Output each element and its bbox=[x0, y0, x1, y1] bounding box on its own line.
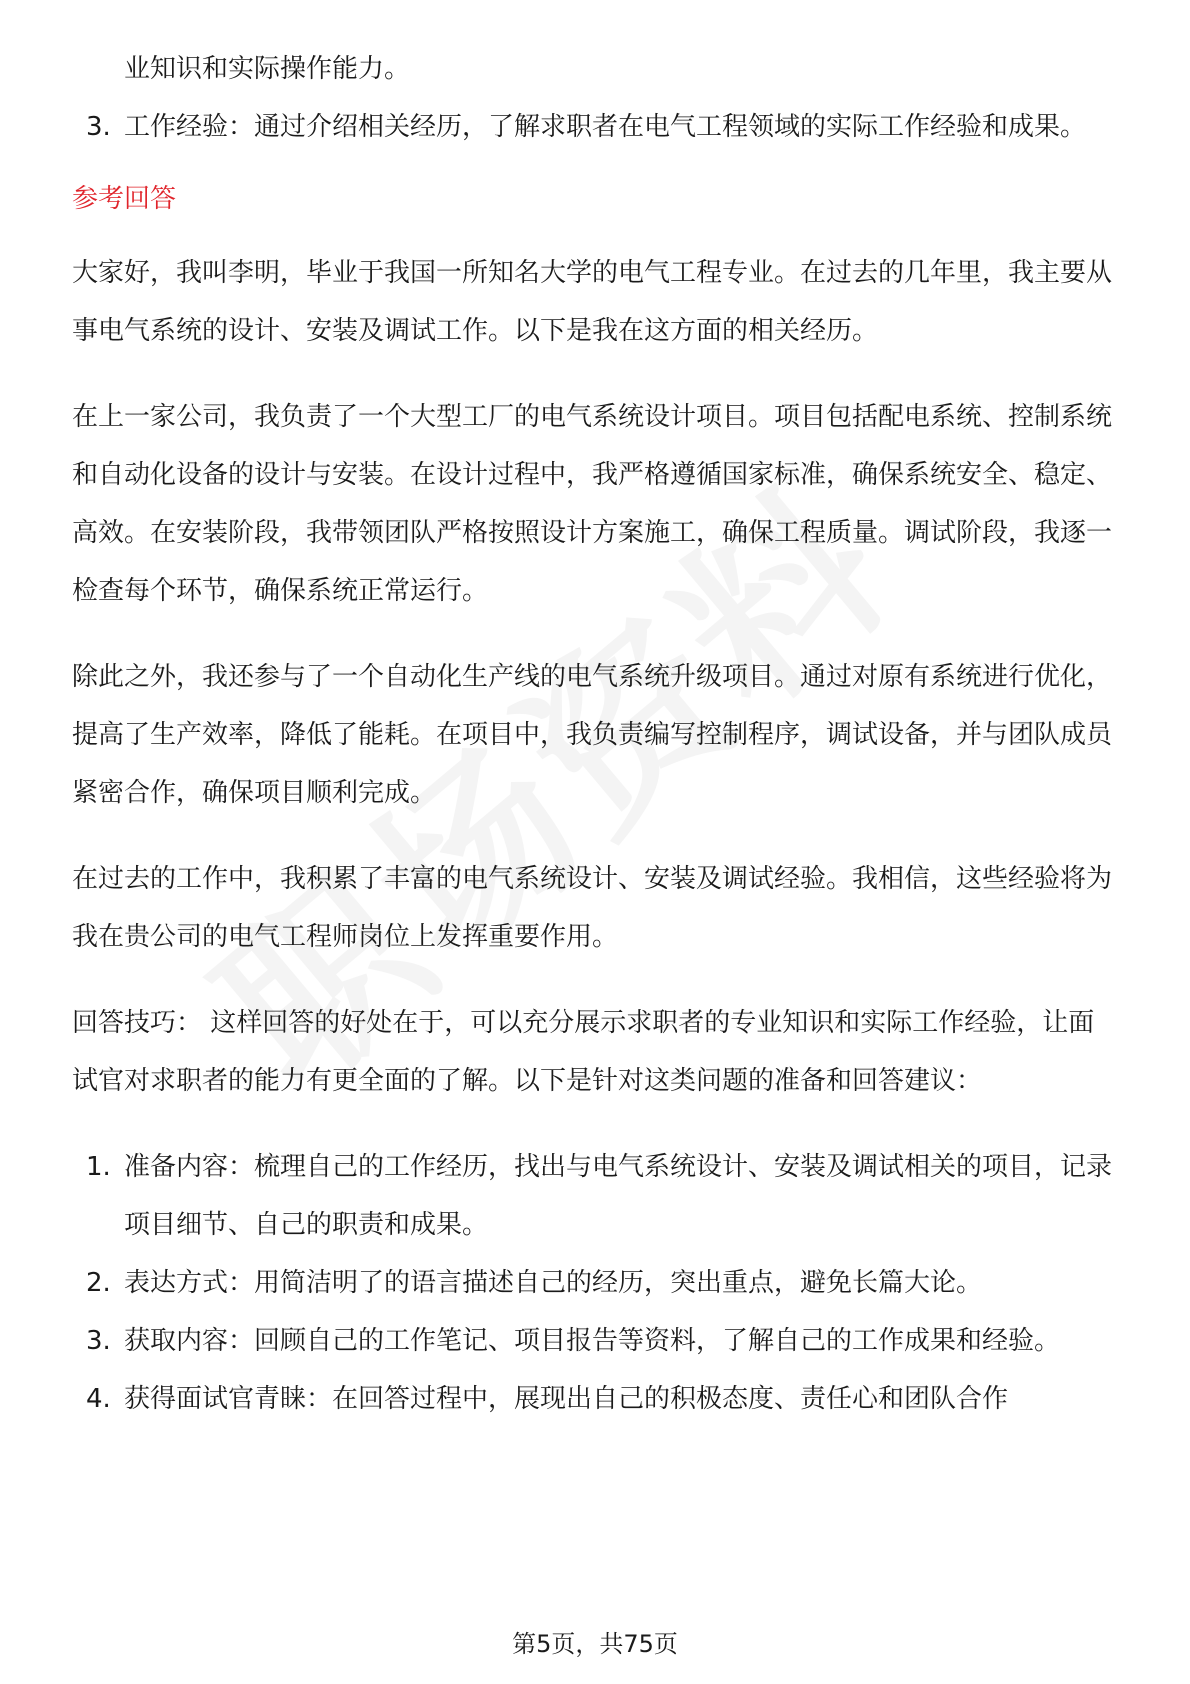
list-item-text: 表达方式：用简洁明了的语言描述自己的经历，突出重点，避免长篇大论。 bbox=[124, 1268, 983, 1298]
list-item bbox=[72, 1370, 1118, 1428]
tips-numbered-list bbox=[72, 1138, 1118, 1428]
section-title: 参考回答 bbox=[72, 184, 177, 214]
paragraph-intro: 大家好，我叫李明，毕业于我国一所知名大学的电气工程专业。在过去的几年里，我主要从事电气系统的设计、安装及调试工作。以下是我在这方面的相关经历。 bbox=[72, 258, 1113, 346]
list-item-number: 4. bbox=[86, 1384, 111, 1414]
paragraph-automation-project: 除此之外，我还参与了一个自动化生产线的电气系统升级项目。通过对原有系统进行优化，提高了生产效率，降低了能耗。在项目中，我负责编写控制程序，调试设备，并与团队成员紧密合作，确保项目顺利完成。 bbox=[72, 662, 1113, 808]
list-item bbox=[72, 1138, 1118, 1254]
list-item-text: 获取内容：回顾自己的工作笔记、项目报告等资料，了解自己的工作成果和经验。 bbox=[124, 1326, 1061, 1356]
list-item-number: 3. bbox=[86, 112, 111, 142]
list-item bbox=[72, 1254, 1118, 1312]
list-item-text: 获得面试官青睐：在回答过程中，展现出自己的积极态度、责任心和团队合作 bbox=[124, 1384, 1009, 1414]
paragraph-previous-company: 在上一家公司，我负责了一个大型工厂的电气系统设计项目。项目包括配电系统、控制系统和自动化设备的设计与安装。在设计过程中，我严格遵循国家标准，确保系统安全、稳定、高效。在安装阶段，我带领团队严格按照设计方案施工，确保工程质量。调试阶段，我逐一检查每个环节，确保系统正常运行。 bbox=[72, 402, 1113, 606]
continuation-text: 业知识和实际操作能力。 bbox=[124, 54, 411, 84]
top-numbered-list bbox=[72, 98, 1118, 156]
paragraph-summary: 在过去的工作中，我积累了丰富的电气系统设计、安装及调试经验。我相信，这些经验将为我在贵公司的电气工程师岗位上发挥重要作用。 bbox=[72, 864, 1113, 952]
paragraph-answer-tips: 回答技巧： 这样回答的好处在于，可以充分展示求职者的专业知识和实际工作经验，让面试官对求职者的能力有更全面的了解。以下是针对这类问题的准备和回答建议： bbox=[72, 1008, 1095, 1096]
list-item-number: 2. bbox=[86, 1268, 111, 1298]
page-number-footer: 第5页，共75页 bbox=[512, 1630, 678, 1658]
list-item bbox=[72, 1312, 1118, 1370]
list-item-number: 1. bbox=[86, 1152, 111, 1182]
list-item-text: 工作经验：通过介绍相关经历，了解求职者在电气工程领域的实际工作经验和成果。 bbox=[124, 112, 1087, 142]
list-item bbox=[72, 98, 1118, 156]
list-item-number: 3. bbox=[86, 1326, 111, 1356]
page-content bbox=[72, 40, 1118, 1428]
list-item-text: 准备内容：梳理自己的工作经历，找出与电气系统设计、安装及调试相关的项目，记录项目细节、自己的职责和成果。 bbox=[124, 1152, 1113, 1240]
